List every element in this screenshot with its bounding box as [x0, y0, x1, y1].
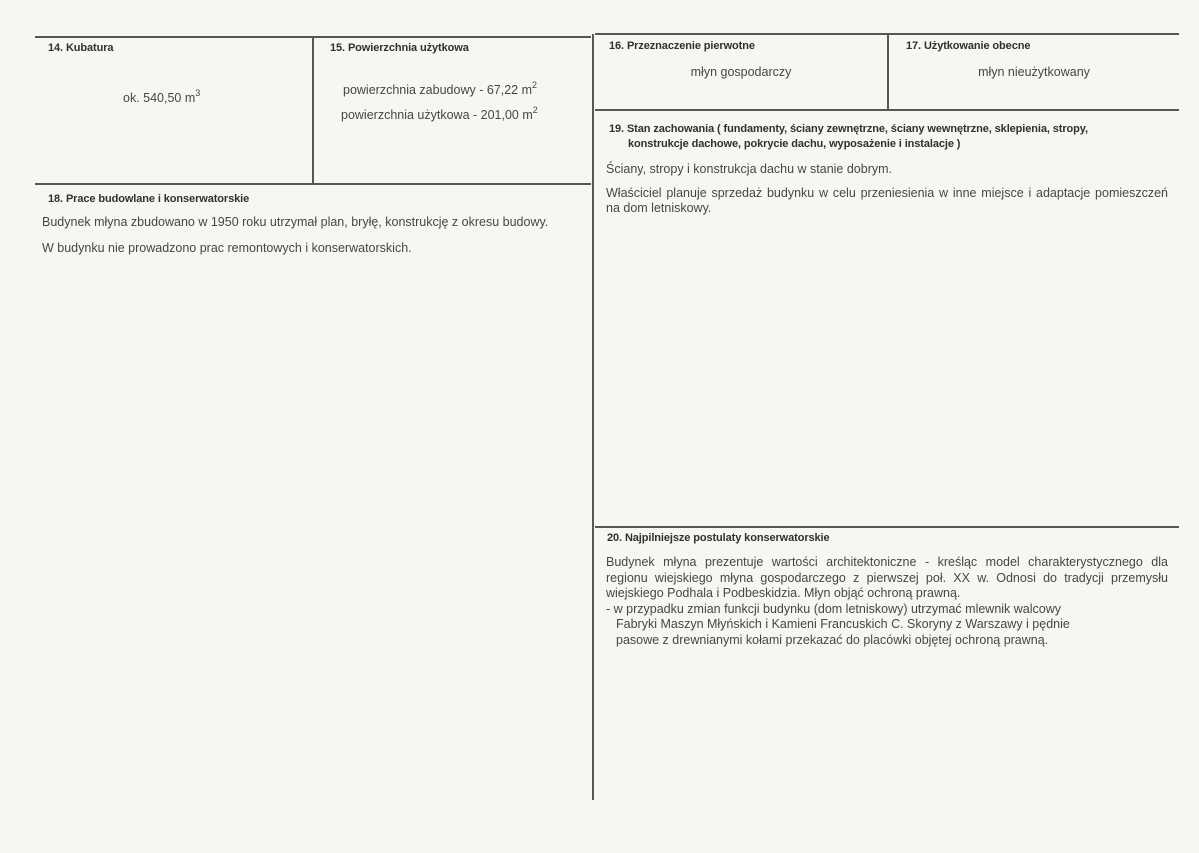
field-16-value: młyn gospodarczy: [690, 65, 792, 79]
field-18-body: [42, 215, 580, 256]
field-17-header: 17. Użytkowanie obecne: [906, 40, 1031, 52]
field-15-line-zabudowy: [343, 80, 538, 99]
field-19-paragraph-2: Właściciel planuje sprzedaż budynku w celu przeniesienia w inne miejsce i adaptacje pomieszczeń na dom letniskowy.: [606, 185, 1168, 215]
divider-19-20: [595, 526, 1179, 528]
divider-16-19: [595, 109, 1179, 111]
field-20-bullet-line-3: pasowe z drewnianymi kołami przekazać do placówki objętej ochroną prawną.: [616, 632, 1049, 647]
divider-14-15: [312, 36, 314, 184]
field-16-header: 16. Przeznaczenie pierwotne: [609, 40, 755, 52]
field-20-bullet-line-1: - w przypadku zmian funkcji budynku (dom letniskowy) utrzymać mlewnik walcowy: [606, 601, 1062, 616]
field-20-bullet-line-2: Fabryki Maszyn Młyńskich i Kamieni Francuskich C. Skoryny z Warszawy i pędnie: [616, 617, 1070, 631]
field-14-unit-exponent: 3: [195, 88, 201, 98]
field-20-paragraph-1: Budynek młyna prezentuje wartości architektoniczne - kreśląc model charakterystycznego dla regionu wiejskiego młyna gospodarczego z pierwszej poł. XX w. Odnosi do tradycji przemysłu wiejskiego Podhala i Podbeskidzia. Młyn objąć ochroną prawną.: [606, 555, 1168, 600]
field-15-line1-text: powierzchnia zabudowy - 67,22 m: [343, 83, 532, 97]
field-19-body: [606, 162, 1168, 217]
field-19-paragraph-1: Ściany, stropy i konstrukcja dachu w stanie dobrym.: [606, 162, 893, 176]
field-14-value: [123, 88, 201, 107]
field-20-body: [606, 555, 1168, 648]
field-17-value: młyn nieużytkowany: [978, 65, 1090, 79]
field-18-header: 18. Prace budowlane i konserwatorskie: [48, 193, 250, 205]
field-15-header: 15. Powierzchnia użytkowa: [330, 42, 469, 54]
field-15-line1-exponent: 2: [532, 80, 538, 90]
field-19-header-line-1: 19. Stan zachowania ( fundamenty, ściany zewnętrzne, ściany wewnętrzne, sklepienia, stropy,: [609, 123, 1088, 135]
center-divider: [592, 34, 594, 800]
field-14-value-text: ok. 540,50 m: [123, 91, 196, 105]
field-19-header-line-2: konstrukcje dachowe, pokrycie dachu, wyposażenie i instalacje ): [628, 138, 961, 150]
field-20-header: 20. Najpilniejsze postulaty konserwatorskie: [607, 532, 830, 544]
field-18-paragraph-1: Budynek młyna zbudowano w 1950 roku utrzymał plan, bryłę, konstrukcję z okresu budowy.: [42, 215, 549, 229]
field-15-line2-text: powierzchnia użytkowa - 201,00 m: [341, 108, 533, 122]
field-18-paragraph-2: W budynku nie prowadzono prac remontowych i konserwatorskich.: [42, 240, 412, 255]
field-14-header: 14. Kubatura: [48, 42, 114, 54]
field-15-line-uzytkowa: [341, 105, 538, 124]
divider-top-row: [35, 183, 591, 185]
field-15-line2-exponent: 2: [532, 105, 538, 115]
